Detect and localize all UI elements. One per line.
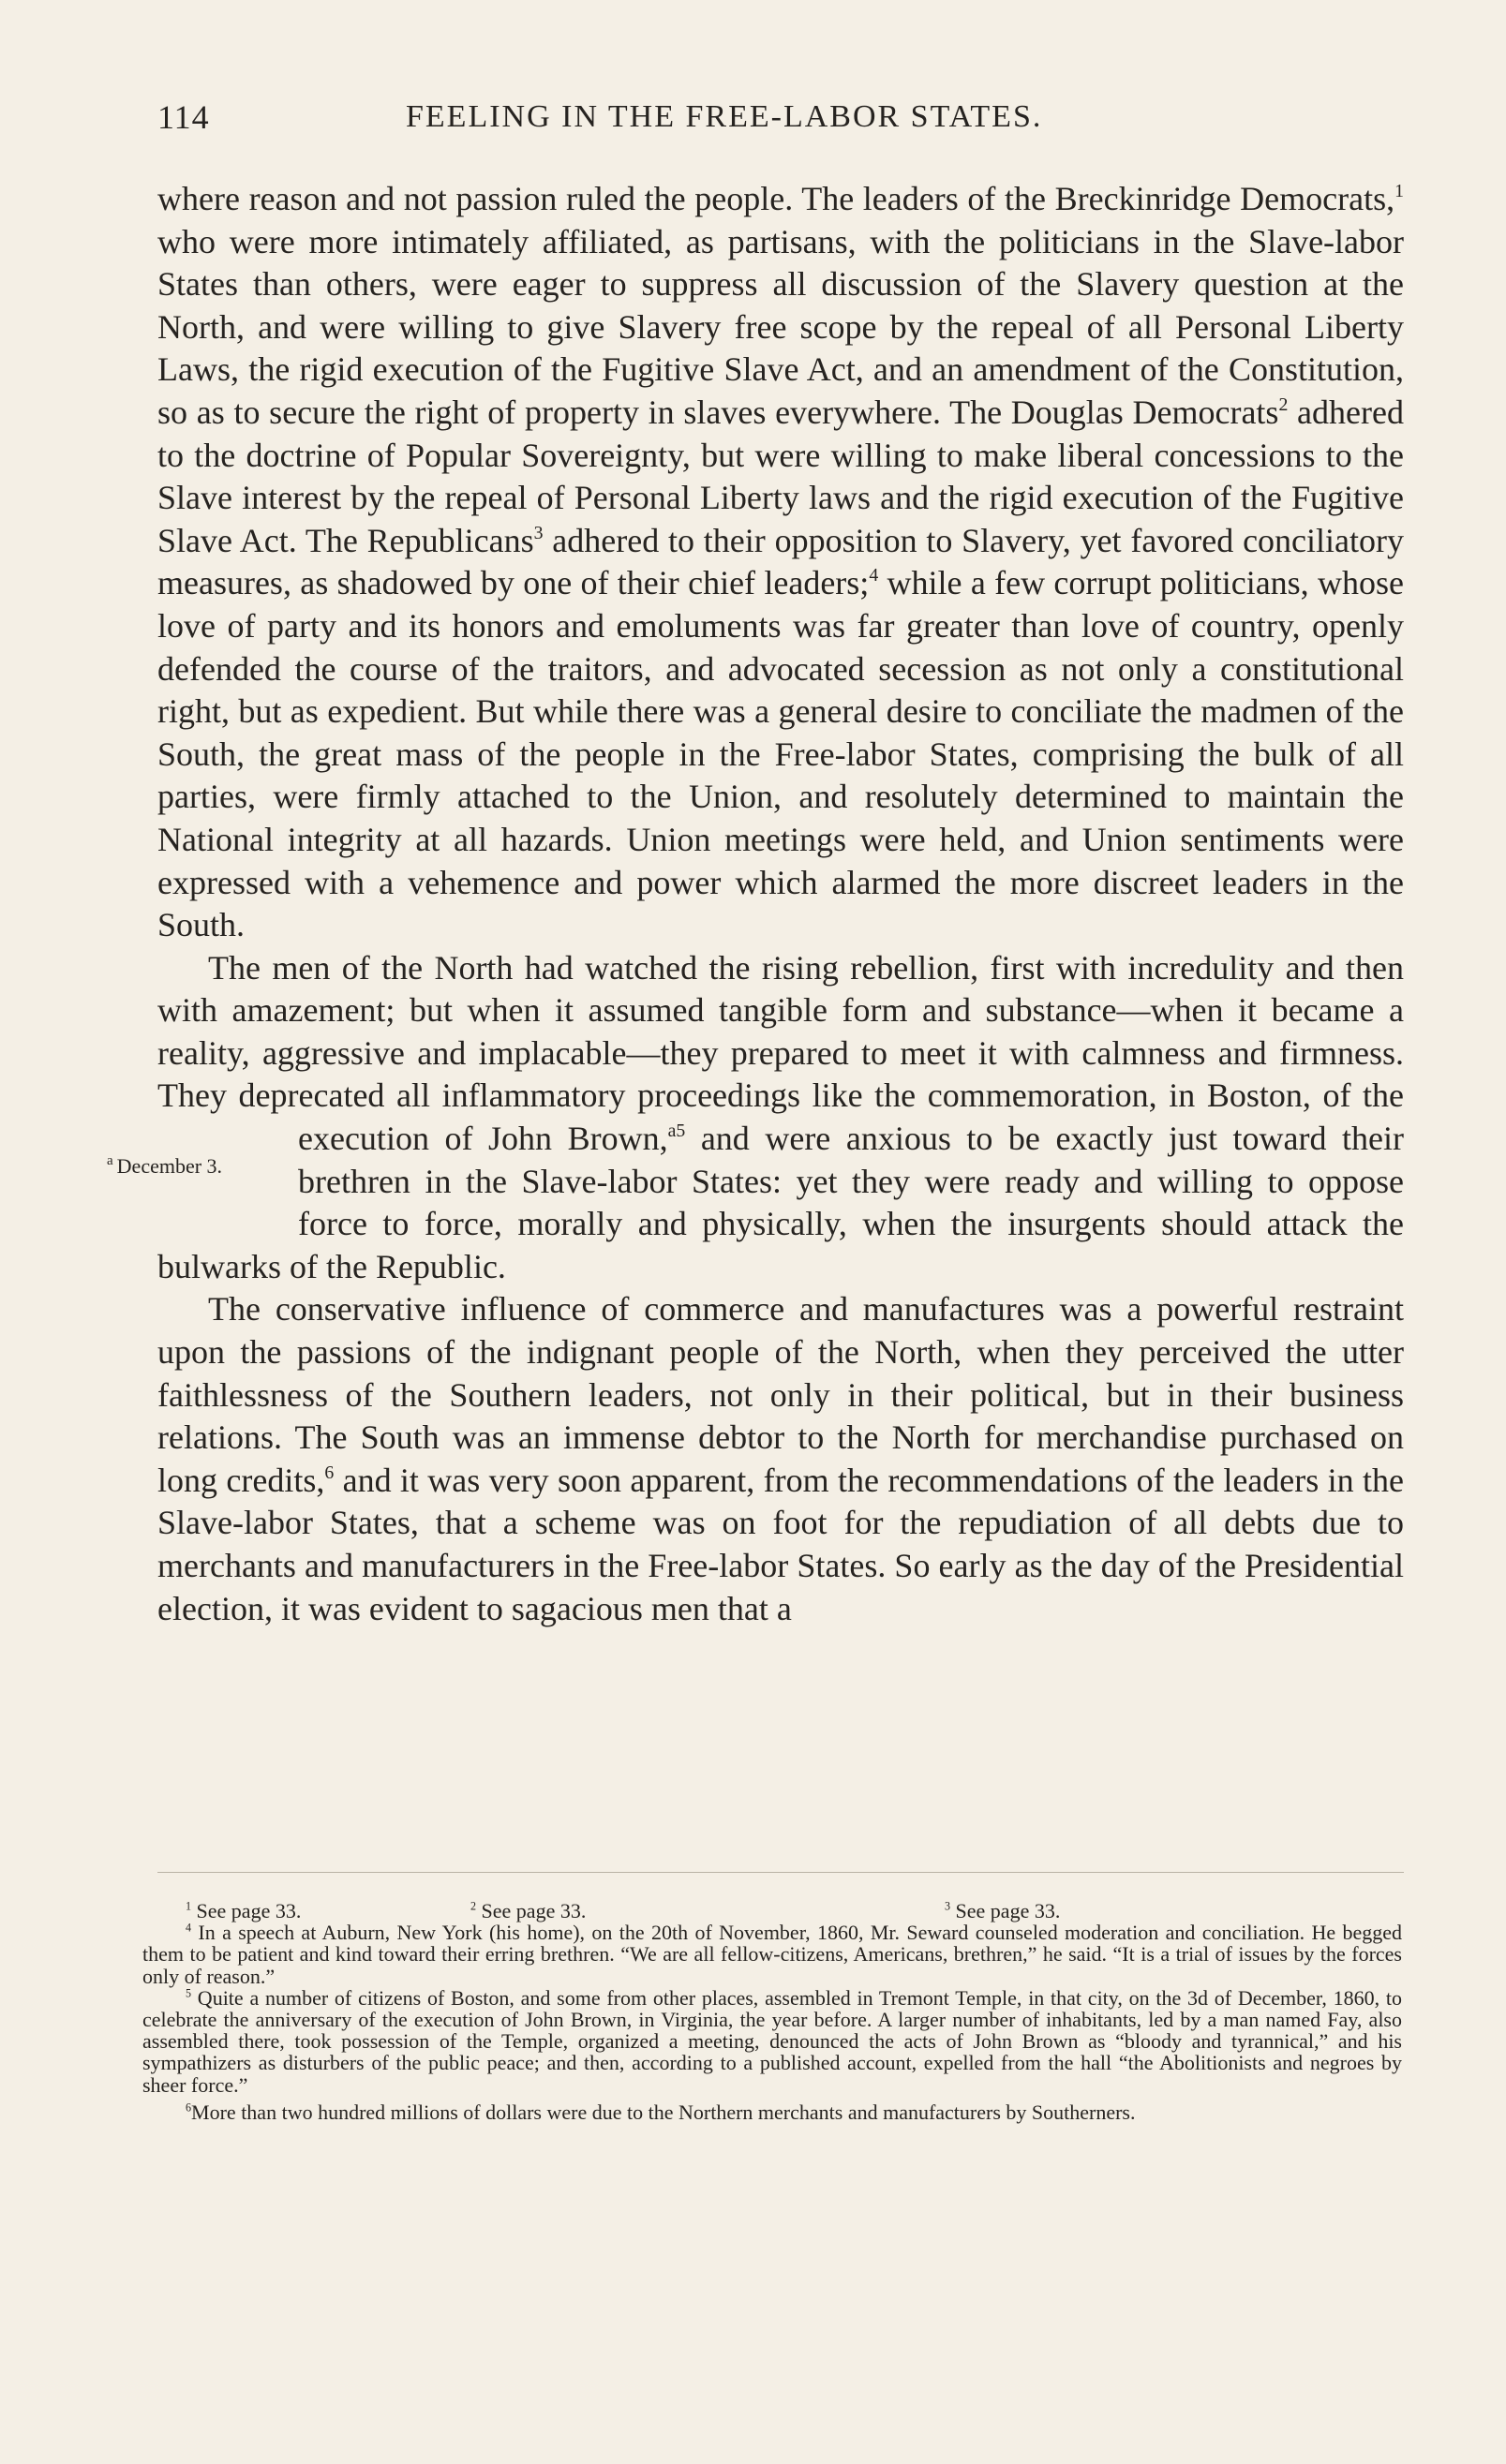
footnote-number: 1 xyxy=(186,1899,192,1913)
footnote-text: See page 33. xyxy=(950,1899,1061,1922)
footnote-text: More than two hundred millions of dollars were due to the Northern merchants and manufacturers by Southerners. xyxy=(191,2100,1136,2124)
running-head: FEELING IN THE FREE-LABOR STATES. xyxy=(406,99,1043,134)
paragraph-2 xyxy=(107,947,1404,1289)
text-run: where reason and not passion ruled the people. The leaders of the Breckinridge Democrats, xyxy=(157,180,1395,217)
footnote-3 xyxy=(945,1900,1060,1922)
footnote-text: See page 33. xyxy=(191,1899,302,1922)
footnote-ref-4: 4 xyxy=(869,565,879,586)
footnote-text: Quite a number of citizens of Boston, and some from other places, assembled in Tremont Temple, in that city, on the 3d of December, 1860, to celebrate the anniversary of the execution of John Brown, in Virginia, the year before. A larger number of inhabitants, led by a man named Fay, also assembled there, took possession of the Temple, organized a meeting, denounced the acts of John Brown as “bloody and tyrannical,” and his sympathizers as disturbers of the public peace; and then, according to a published account, expelled from the hall “the Abolitionists and negroes by sheer force.” xyxy=(142,1985,1402,2097)
footnote-text: In a speech at Auburn, New York (his home), on the 20th of November, 1860, Mr. Seward counseled moderation and conciliation. He begged them to be patient and kind toward their erring brethren. “We are all fellow-citizens, Americans, brethren,” he said. “It is a trial of issues by the forces only of reason.” xyxy=(142,1921,1402,1988)
text-run: The men of the North had watched the rising rebellion, first with incredulity and then with amazement; but when it assumed tangible form and substance—when it became a reality, aggressive and implacable—they prepared to meet it with calmness and firmness. They deprecated all inflammatory proceedings like the commemoration, in Boston, of the execution of John Brown, xyxy=(157,948,1404,1158)
footnote-5 xyxy=(142,1987,1402,2096)
text-run: adhered to the doctrine of Popular Sovereignty, but were willing to make liberal concessions to the Slave interest by the repeal of Personal Liberty laws and the rigid execution of the Fugitive Slave Act. The Republicans xyxy=(157,393,1404,559)
footnote-number: 5 xyxy=(186,1986,192,2000)
footnote-number: 3 xyxy=(945,1899,951,1913)
footnote-ref-2: 2 xyxy=(1278,394,1289,416)
footnote-refs-row xyxy=(142,1900,1402,1922)
margin-note-text: December 3. xyxy=(116,1154,223,1179)
text-run: and were anxious to be exactly just toward their brethren in the Slave-labor States: yet they were ready and willing to oppose force to force, morally and physically, when the insurgents should attack the bulwarks of the Republic. xyxy=(157,1120,1404,1285)
footnote-1 xyxy=(186,1900,470,1922)
page-number: 114 xyxy=(157,98,210,136)
footnotes xyxy=(142,1900,1402,2123)
text-run: adhered to their opposition to Slavery, yet favored conciliatory measures, as shadowed by one of their chief leaders; xyxy=(157,521,1404,602)
footnote-6 xyxy=(142,2101,1402,2123)
margin-note-marker: a xyxy=(107,1153,113,1169)
footnote-ref-6: 6 xyxy=(324,1462,335,1483)
margin-note xyxy=(107,1118,276,1204)
footnote-number: 4 xyxy=(186,1921,192,1935)
footnote-divider xyxy=(157,1872,1404,1873)
footnote-ref-1: 1 xyxy=(1394,181,1404,202)
margin-ref-a: a xyxy=(667,1121,677,1142)
text-run: and it was very soon apparent, from the recommendations of the leaders in the Slave-labor States, that a scheme was on foot for the repudiation of all debts due to merchants and manufacturers in the Free-labor States. So early as the day of the Presidential election, it was evident to sagacious men that a xyxy=(157,1461,1404,1627)
paragraph-1 xyxy=(157,178,1404,947)
text-run: The conservative influence of commerce and manufactures was a powerful restraint upon the passions of the indignant people of the North, when they perceived the utter faithlessness of the Southern leaders, not only in their political, but in their business relations. The South was an immense debtor to the North for merchandise purchased on long credits, xyxy=(157,1290,1404,1499)
text-run: while a few corrupt politicians, whose love of party and its honors and emoluments was far greater than love of country, openly defended the course of the traitors, and advocated secession as not only a constitutional right, but as expedient. But while there was a general desire to conciliate the madmen of the South, the great mass of the people in the Free-labor States, comprising the bulk of all parties, were firmly attached to the Union, and resolutely determined to maintain the National integrity at all hazards. Union meetings were held, and Union sentiments were expressed with a vehemence and power which alarmed the more discreet leaders in the South. xyxy=(157,564,1404,944)
main-text xyxy=(107,178,1404,1630)
footnote-ref-5: 5 xyxy=(676,1121,686,1142)
text-run: who were more intimately affiliated, as partisans, with the politicians in the Slave-labor States than others, were eager to suppress all discussion of the Slavery question at the North, and were willing to give Slavery free scope by the repeal of all Personal Liberty Laws, the rigid execution of the Fugitive Slave Act, and an amendment of the Constitution, so as to secure the right of property in slaves everywhere. The Douglas Democrats xyxy=(157,222,1404,431)
footnote-4 xyxy=(142,1922,1402,1987)
footnote-number: 2 xyxy=(470,1899,477,1913)
paragraph-3 xyxy=(157,1288,1404,1630)
footnote-text: See page 33. xyxy=(476,1899,587,1922)
footnote-2 xyxy=(470,1900,945,1922)
footnote-number: 6 xyxy=(186,2100,192,2115)
footnote-ref-3: 3 xyxy=(533,522,544,543)
page-header xyxy=(157,97,1404,141)
